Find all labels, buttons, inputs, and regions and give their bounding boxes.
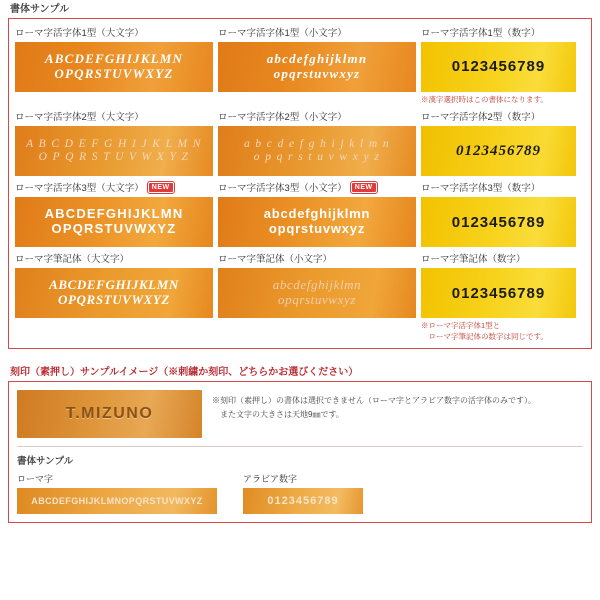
sample-swatch	[421, 126, 576, 176]
sample-cell-roman-script-upper	[15, 251, 213, 342]
sample-swatch	[15, 197, 213, 247]
stamp-sample-arabic-number	[243, 472, 363, 514]
stamp-sample-columns	[17, 472, 583, 514]
sample-line-1: ABCDEFGHIJKLMN	[44, 206, 184, 222]
stamp-sample-panel	[8, 381, 592, 523]
sample-swatch	[17, 488, 217, 514]
cell-label: ローマ字活字体2型（数字）	[421, 112, 541, 124]
cell-head	[218, 180, 416, 194]
cell-head	[421, 25, 576, 39]
sample-line-1: ABCDEFGHIJKLMN	[49, 277, 179, 293]
cell-head	[218, 109, 416, 123]
sample-line-1: abcdefghijklmn	[263, 206, 371, 222]
sample-swatch	[421, 197, 576, 247]
sample-line-2: opqrstuvwxyz	[273, 66, 361, 81]
cell-label: ローマ字活字体1型（数字）	[421, 28, 541, 39]
stamp-subsection-title: 書体サンプル	[17, 456, 74, 468]
cell-head	[15, 25, 213, 39]
cell-head	[421, 180, 576, 194]
cell-label: ローマ字活字体1型（大文字）	[15, 28, 144, 39]
sample-line-2: opqrstuvwxyz	[278, 292, 356, 308]
sample-swatch	[243, 488, 363, 514]
sample-line-2: O P Q R S T U V W X Y Z	[38, 151, 190, 164]
cell-label: ローマ字筆記体（大文字）	[15, 254, 130, 266]
cell-note: ※漢字選択時はこの書体になります。	[421, 95, 548, 104]
sample-cell-roman-type3-lower	[218, 180, 416, 247]
cell-label: ローマ字活字体2型（大文字）	[15, 112, 144, 124]
sample-line-2: OPQRSTUVWXYZ	[54, 66, 174, 81]
cell-head	[218, 25, 416, 39]
sample-line-1: abcdefghijklmn	[266, 51, 368, 67]
sample-swatch	[421, 42, 576, 92]
stamp-note-line-2: また文字の大きさは天地9㎜です。	[212, 409, 344, 419]
table-row	[15, 25, 585, 105]
cell-head	[421, 251, 576, 265]
stamp-note-line-1: ※刻印（素押し）の書体は選択できません（ローマ字とアラビア数字の活字体のみです）。	[212, 396, 536, 406]
stamp-note-group	[212, 390, 536, 421]
table-row	[15, 109, 585, 176]
section2-title: 刻印（素押し）サンプルイメージ（※刺繍か刻印、どちらかお選びください）	[10, 367, 359, 379]
column-label: アラビア数字	[243, 474, 298, 485]
sample-cell-roman-type1-upper	[15, 25, 213, 105]
sample-line-1: 0123456789	[451, 213, 546, 231]
table-row	[15, 251, 585, 342]
sample-swatch	[218, 197, 416, 247]
status-badge: NEW	[148, 182, 174, 193]
sample-line-2: OPQRSTUVWXYZ	[58, 292, 170, 308]
divider	[17, 446, 583, 447]
sample-cell-roman-type3-upper	[15, 180, 213, 247]
stamp-row	[17, 390, 583, 438]
font-sample-grid	[15, 25, 585, 342]
sample-swatch	[218, 42, 416, 92]
section1-title: 書体サンプル	[10, 4, 70, 15]
sample-cell-roman-type1-number	[421, 25, 576, 105]
sample-line-1: a b c d e f g h i j k l m n	[243, 137, 391, 150]
sample-cell-roman-type2-lower	[218, 109, 416, 176]
sample-line-1: 0123456789	[451, 58, 546, 76]
sample-line-1: 0123456789	[267, 495, 339, 508]
sample-line-1: abcdefghijklmn	[272, 277, 362, 293]
sample-swatch	[218, 268, 416, 318]
sample-cell-roman-type1-lower	[218, 25, 416, 105]
cell-note-line-1: ※ローマ字活字体1型と	[421, 321, 501, 331]
cell-head	[218, 251, 416, 265]
sample-cell-roman-type2-upper	[15, 109, 213, 176]
sample-cell-roman-script-lower	[218, 251, 416, 342]
cell-label: ローマ字筆記体（数字）	[421, 254, 526, 266]
sample-cell-roman-type2-number	[421, 109, 576, 176]
cell-note-line-2: ローマ字筆記体の数字は同じです。	[421, 331, 548, 341]
sample-line-1: A B C D E F G H I J K L M N	[26, 137, 202, 150]
sample-line-1: ABCDEFGHIJKLMN	[44, 51, 184, 67]
sample-line-1: ABCDEFGHIJKLMNOPQRSTUVWXYZ	[31, 496, 203, 507]
cell-label: ローマ字活字体2型（小文字）	[218, 112, 347, 124]
cell-head	[15, 109, 213, 123]
sample-swatch	[15, 42, 213, 92]
sample-line-2: OPQRSTUVWXYZ	[51, 221, 177, 237]
cell-head	[15, 251, 213, 265]
cell-label: ローマ字筆記体（小文字）	[218, 254, 333, 266]
sample-line-1: 0123456789	[451, 284, 546, 302]
column-label: ローマ字	[17, 474, 54, 485]
font-sample-panel	[8, 18, 592, 349]
sample-swatch	[15, 268, 213, 318]
sample-line-1: 0123456789	[456, 142, 541, 159]
cell-label: ローマ字活字体3型（数字）	[421, 183, 541, 195]
cell-label: ローマ字活字体3型（小文字）	[218, 183, 347, 195]
cell-head	[421, 109, 576, 123]
table-row	[15, 180, 585, 247]
sample-line-2: opqrstuvwxyz	[268, 221, 366, 237]
cell-label: ローマ字活字体1型（小文字）	[218, 28, 347, 39]
status-badge: NEW	[351, 182, 377, 193]
cell-head	[15, 180, 213, 194]
sample-cell-roman-type3-number	[421, 180, 576, 247]
stamp-sample-roman	[17, 472, 217, 514]
sample-swatch	[218, 126, 416, 176]
sample-swatch	[421, 268, 576, 318]
stamp-sample-text: T.MIZUNO	[65, 405, 154, 423]
cell-label: ローマ字活字体3型（大文字）	[15, 183, 144, 195]
sample-line-2: o p q r s t u v w x y z	[253, 151, 381, 164]
stamp-plate	[17, 390, 202, 438]
sample-swatch	[15, 126, 213, 176]
cell-note-group	[421, 321, 576, 342]
sample-cell-roman-script-number	[421, 251, 576, 342]
